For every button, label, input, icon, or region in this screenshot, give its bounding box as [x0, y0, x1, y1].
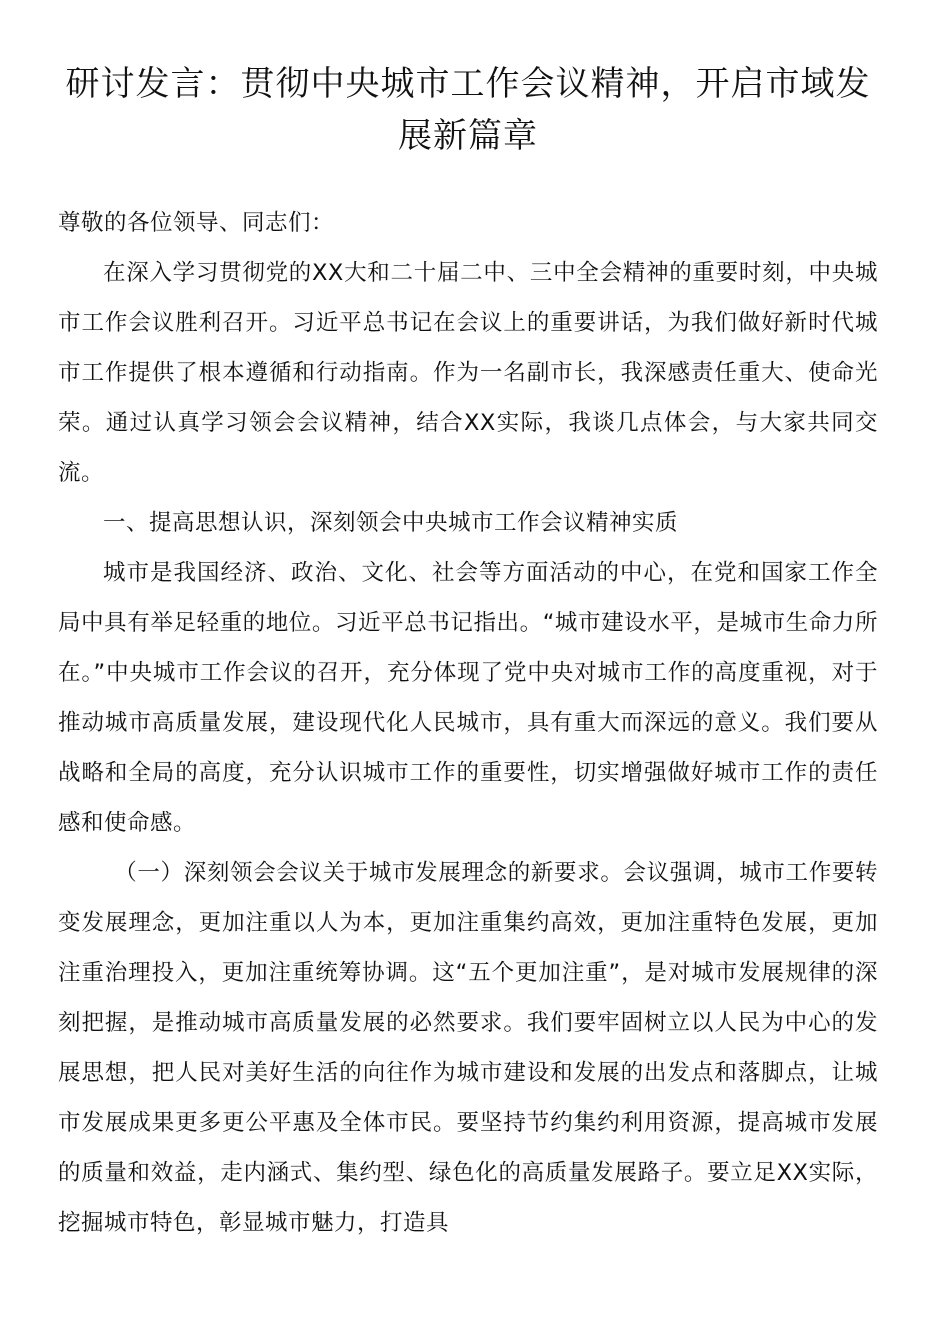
document-title: 研讨发言：贯彻中央城市工作会议精神，开启市域发展新篇章	[65, 64, 871, 156]
paragraph-section-1: 城市是我国经济、政治、文化、社会等方面活动的中心，在党和国家工作全局中具有举足轻重的地位。习近平总书记指出。“城市建设水平，是城市生命力所在。”中央城市工作会议的召开，充分体现了党中央对城市工作的高度重视，对于推动城市高质量发展，建设现代化人民城市，具有重大而深远的意义。我们要从战略和全局的高度，充分认识城市工作的重要性，切实增强做好城市工作的责任感和使命感。	[58, 560, 878, 836]
paragraph-intro: 在深入学习贯彻党的XX大和二十届二中、三中全会精神的重要时刻，中央城市工作会议胜利召开。习近平总书记在会议上的重要讲话，为我们做好新时代城市工作提供了根本遵循和行动指南。作为一名副市长，我深感责任重大、使命光荣。通过认真学习领会会议精神，结合XX实际，我谈几点体会，与大家共同交流。	[58, 260, 878, 486]
salutation: 尊敬的各位领导、同志们：	[58, 210, 335, 236]
document-body	[58, 198, 878, 1248]
section-heading-1: 一、提高思想认识，深刻领会中央城市工作会议精神实质	[103, 510, 679, 536]
paragraph-subsection-1: （一）深刻领会会议关于城市发展理念的新要求。会议强调，城市工作要转变发展理念，更加注重以人为本，更加注重集约高效，更加注重特色发展，更加注重治理投入，更加注重统筹协调。这“五个更加注重”，是对城市发展规律的深刻把握，是推动城市高质量发展的必然要求。我们要牢固树立以人民为中心的发展思想，把人民对美好生活的向往作为城市建设和发展的出发点和落脚点，让城市发展成果更多更公平惠及全体市民。要坚持节约集约利用资源，提高城市发展的质量和效益，走内涵式、集约型、绿色化的高质量发展路子。要立足XX实际，挖掘城市特色，彰显城市魅力，打造具	[58, 860, 878, 1236]
